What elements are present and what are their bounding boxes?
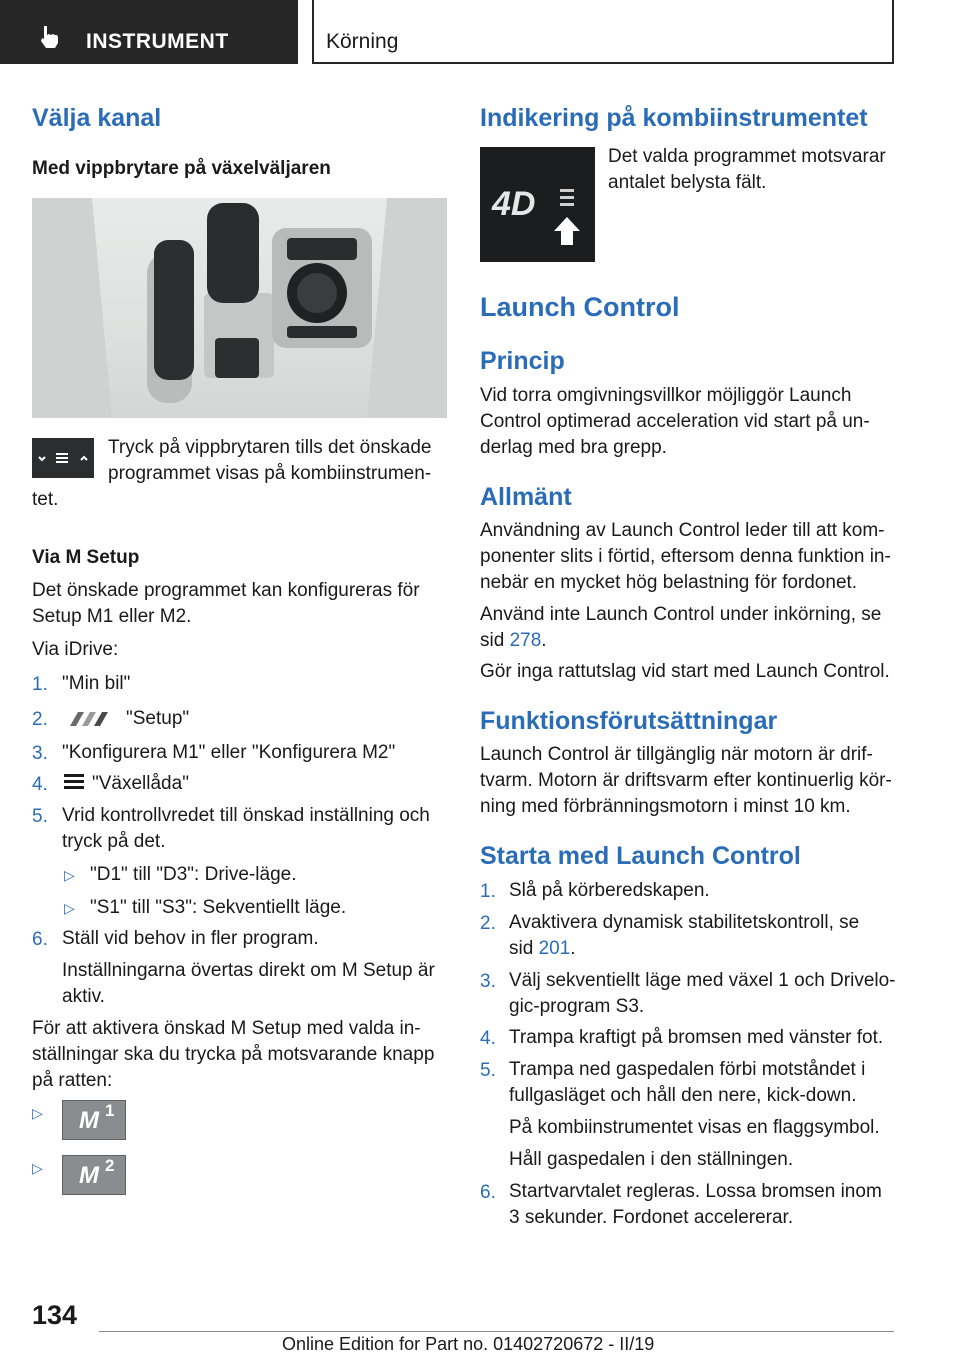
- section-title: Starta med Launch Control: [480, 842, 801, 870]
- section-header: [312, 0, 894, 64]
- step-text: Välj sekventiellt läge med växel 1 och Drivelo-: [509, 970, 896, 991]
- step-number: 5.: [480, 1060, 496, 1081]
- step-number: 6.: [32, 929, 48, 950]
- step-text: fullgasläget och håll den nere, kick-down.: [509, 1085, 857, 1106]
- body-text: tvarm. Motorn är driftsvarm efter kontinuerlig kör-: [480, 770, 892, 791]
- header-tab[interactable]: [0, 0, 298, 64]
- step-number: 2.: [480, 913, 496, 934]
- body-text: ponenter slits i förtid, eftersom denna funktion in-: [480, 546, 891, 567]
- step-text: Ställ vid behov in fler program.: [62, 928, 319, 949]
- step-text: Vrid kontrollvredet till önskad inställning och: [62, 805, 430, 826]
- step-text: "Setup": [126, 708, 190, 729]
- m1-button-icon: M 1: [62, 1100, 126, 1140]
- page-link[interactable]: 278: [509, 630, 542, 651]
- step-text: Trampa ned gaspedalen förbi motståndet i: [509, 1059, 866, 1080]
- step-number: 1.: [480, 881, 496, 902]
- step-note: På kombiinstrumentet visas en flaggsymbol.: [509, 1117, 880, 1138]
- footer-edition: Online Edition for Part no. 01402720672 - II/19: [282, 1334, 655, 1354]
- bullet-triangle-icon: ▷: [64, 867, 75, 883]
- bullet-text: "D1" till "D3": Drive-läge.: [90, 864, 297, 885]
- step-number: 4.: [480, 1028, 496, 1049]
- body-text: Gör inga rattutslag vid start med Launch Control.: [480, 661, 890, 682]
- step-text: Avaktivera dynamisk stabilitetskontroll, se: [509, 912, 860, 933]
- chapter-title: Launch Control: [480, 292, 680, 322]
- step-text: "Växellåda": [92, 773, 189, 794]
- body-text: Användning av Launch Control leder till att kom-: [480, 520, 885, 541]
- body-text: Via iDrive:: [32, 639, 119, 660]
- page-link[interactable]: 201: [538, 938, 571, 959]
- step-number: 3.: [480, 971, 496, 992]
- step-text: Startvarvtalet regleras. Lossa bromsen inom: [509, 1181, 882, 1202]
- caption-text: Tryck på vippbrytaren tills det önskade: [108, 437, 432, 458]
- caption-text: programmet visas på kombiinstrumen-: [108, 463, 432, 484]
- step-number: 4.: [32, 774, 48, 795]
- body-text: på ratten:: [32, 1070, 113, 1091]
- page-number: 134: [32, 1300, 78, 1330]
- subsection-title: Via M Setup: [32, 547, 140, 568]
- section-title: Indikering på kombiinstrumentet: [480, 104, 868, 132]
- bullet-triangle-icon: ▷: [32, 1105, 43, 1121]
- step-number: 1.: [32, 674, 48, 695]
- m2-button-icon: M 2: [62, 1155, 126, 1195]
- bullet-triangle-icon: ▷: [64, 900, 75, 916]
- step-text: Trampa kraftigt på bromsen med vänster fot.: [509, 1027, 884, 1048]
- body-text: Det önskade programmet kan konfigureras för: [32, 580, 420, 601]
- section-title: Princip: [480, 347, 565, 375]
- step-text: sid 201.: [509, 938, 576, 959]
- caption-text: tet.: [32, 489, 59, 510]
- transmission-icon: [62, 771, 88, 798]
- gear-selector-photo: [32, 198, 447, 418]
- section-title: Allmänt: [480, 483, 572, 511]
- m-stripes-icon: [62, 708, 118, 735]
- chapter-label: INSTRUMENT: [86, 30, 229, 53]
- step-note: Håll gaspedalen i den ställningen.: [509, 1149, 794, 1170]
- section-title: Funktionsförutsättningar: [480, 707, 778, 735]
- section-title: Välja kanal: [32, 104, 162, 132]
- step-note: aktiv.: [62, 986, 105, 1007]
- step-text: tryck på det.: [62, 831, 166, 852]
- body-text: Använd inte Launch Control under inkörning, se: [480, 604, 882, 625]
- body-text: sid 278.: [480, 630, 547, 651]
- bullet-text: "S1" till "S3": Sekventiellt läge.: [90, 897, 347, 918]
- step-number: 3.: [32, 743, 48, 764]
- step-text: Slå på körberedskapen.: [509, 880, 710, 901]
- body-text: ning med förbränningsmotorn i minst 10 km.: [480, 796, 851, 817]
- rocker-switch-icon: [32, 438, 94, 478]
- step-note: Inställningarna övertas direkt om M Setup är: [62, 960, 435, 981]
- step-number: 5.: [32, 806, 48, 827]
- section-label: Körning: [326, 30, 399, 53]
- step-text: "Konfigurera M1" eller "Konfigurera M2": [62, 742, 396, 763]
- step-text: gic-program S3.: [509, 996, 645, 1017]
- body-text: Det valda programmet motsvarar: [608, 146, 886, 167]
- subsection-title: Med vippbrytare på växelväljaren: [32, 158, 331, 179]
- body-text: derlag med bra grepp.: [480, 437, 667, 458]
- body-text: För att aktivera önskad M Setup med valda in-: [32, 1018, 421, 1039]
- body-text: Vid torra omgivningsvillkor möjliggör Launch: [480, 385, 852, 406]
- step-number: 6.: [480, 1182, 496, 1203]
- body-text: Control optimerad acceleration vid start på un-: [480, 411, 870, 432]
- body-text: nebär en mycket hög belastning för fordonet.: [480, 572, 858, 593]
- body-text: ställningar ska du trycka på motsvarande knapp: [32, 1044, 435, 1065]
- step-text: "Min bil": [62, 673, 131, 694]
- hand-pointer-icon: [36, 24, 62, 55]
- drive-mode-display-icon: 4D: [480, 147, 595, 262]
- bullet-triangle-icon: ▷: [32, 1160, 43, 1176]
- footer-divider: [99, 1331, 894, 1332]
- body-text: antalet belysta fält.: [608, 172, 767, 193]
- step-text: 3 sekunder. Fordonet accelererar.: [509, 1207, 794, 1228]
- body-text: Launch Control är tillgänglig när motorn är drif-: [480, 744, 873, 765]
- step-number: 2.: [32, 709, 48, 730]
- body-text: Setup M1 eller M2.: [32, 606, 192, 627]
